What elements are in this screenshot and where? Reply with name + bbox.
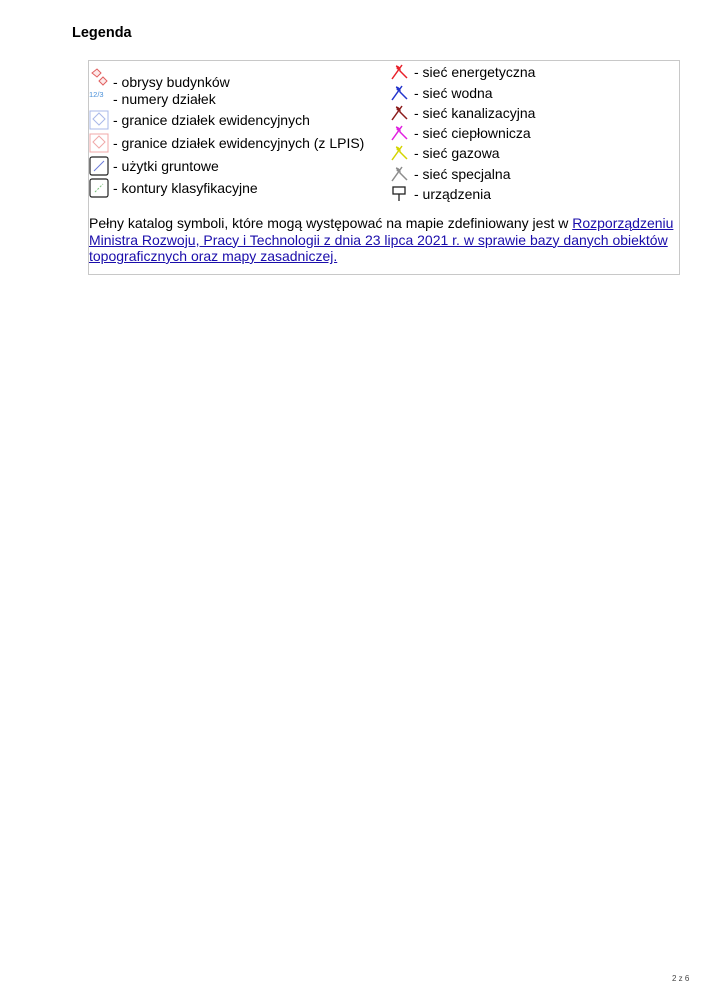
catalog-note (89, 215, 674, 265)
legend-label: - obrysy budynków (113, 74, 230, 90)
legend-label: - granice działek ewidencyjnych (z LPIS) (113, 135, 365, 151)
catalog-note-text: Pełny katalog symboli, które mogą występować na mapie zdefiniowany jest w (89, 215, 573, 231)
legend-item-parcel-boundaries (89, 110, 310, 130)
legend-item-devices (390, 184, 491, 204)
device-icon (390, 184, 410, 204)
parcel-boundary-icon (89, 110, 109, 130)
network-gas-icon (390, 143, 410, 163)
legend-item-classification-contours (89, 178, 258, 198)
legend-label: - numery działek (113, 91, 216, 107)
legend-item-parcel-boundaries-lpis (89, 133, 364, 153)
legend-item-network-water (390, 83, 493, 103)
network-special-icon (390, 164, 410, 184)
legend-label: - użytki gruntowe (113, 158, 219, 174)
legend-item-network-sewage (390, 103, 535, 123)
parcel-boundary-lpis-icon (89, 133, 109, 153)
network-heating-icon (390, 123, 410, 143)
classification-contour-icon (89, 178, 109, 198)
network-water-icon (390, 83, 410, 103)
legend-label: - sieć ciepłownicza (414, 125, 531, 141)
legend-item-buildings (89, 64, 230, 90)
page-title: Legenda (72, 25, 132, 41)
legend-label: - kontury klasyfikacyjne (113, 180, 258, 196)
page-number: 2 z 6 (672, 974, 690, 983)
legend-label: - urządzenia (414, 186, 492, 202)
legend-label: - sieć kanalizacyjna (414, 105, 536, 121)
building-outline-icon (89, 67, 109, 87)
legend-label: - sieć energetyczna (414, 64, 536, 80)
legend-item-network-energy (390, 62, 535, 82)
legend-item-network-gas (390, 143, 500, 163)
network-energy-icon (390, 62, 410, 82)
regulation-link[interactable]: Rozporządzeniu Ministra Rozwoju, Pracy i Technologii z dnia 23 lipca 2021 r. w sprawie bazy danych obiektów topograficznych oraz mapy zasadniczej. (89, 215, 674, 264)
legend-label: - sieć specjalna (414, 166, 511, 182)
legend-item-network-heating (390, 123, 531, 143)
legend-label: - granice działek ewidencyjnych (113, 112, 310, 128)
network-sewage-icon (390, 103, 410, 123)
legend-label: - sieć wodna (414, 85, 493, 101)
land-use-icon (89, 156, 109, 176)
legend-label: - sieć gazowa (414, 145, 500, 161)
legend-item-parcel-numbers (89, 89, 216, 109)
legend-item-network-special (390, 164, 511, 184)
parcel-number-icon: 12/3 (89, 90, 104, 99)
legend-item-land-use (89, 156, 219, 176)
